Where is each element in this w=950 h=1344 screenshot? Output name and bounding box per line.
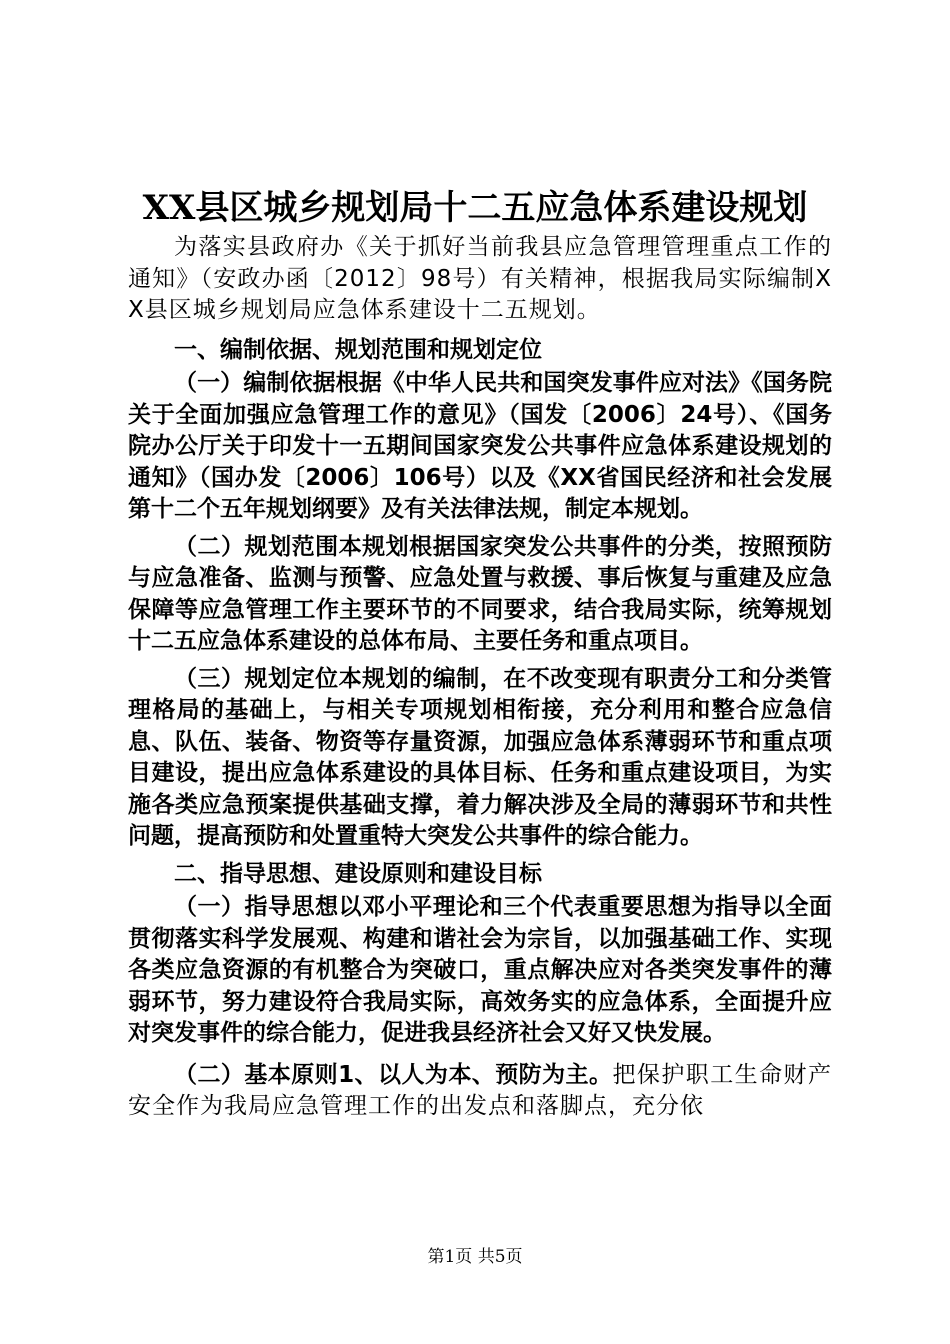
intro-paragraph: 为落实县政府办《关于抓好当前我县应急管理管理重点工作的通知》（安政办函〔2012〕98号）有关精神，根据我局实际编制XX县区城乡规划局应急体系建设十二五规划。 bbox=[128, 234, 832, 323]
page-footer: 第1页 共5页 bbox=[427, 1247, 523, 1267]
section-2-paragraph-2-body: 把保护职工生命财产安全作为我局应急管理工作的出发点和落脚点，充分依 bbox=[128, 1061, 832, 1119]
section-2-paragraph-1: （一）指导思想以邓小平理论和三个代表重要思想为指导以全面贯彻落实科学发展观、构建和谐社会为宗旨，以加强基础工作、实现各类应急资源的有机整合为突破口，重点解决应对各类突发事件的薄弱环节，努力建设符合我局实际，高效务实的应急体系，全面提升应对突发事件的综合能力，促进我县经济社会又好又快发展。 bbox=[128, 894, 832, 1046]
document-body bbox=[128, 232, 832, 1123]
document-title: XX县区城乡规划局十二五应急体系建设规划 bbox=[142, 188, 808, 228]
section-1-paragraph-3: （三）规划定位本规划的编制，在不改变现有职责分工和分类管理格局的基础上，与相关专项规划相衔接，充分利用和整合应急信息、队伍、装备、物资等存量资源，加强应急体系薄弱环节和重点项目建设，提出应急体系建设的具体目标、任务和重点建设项目，为实施各类应急预案提供基础支撑，着力解决涉及全局的薄弱环节和共性问题，提高预防和处置重特大突发公共事件的综合能力。 bbox=[128, 665, 832, 849]
section-2-heading: 二、指导思想、建设原则和建设目标 bbox=[174, 860, 542, 887]
section-1-paragraph-1: （一）编制依据根据《中华人民共和国突发事件应对法》《国务院关于全面加强应急管理工作的意见》（国发〔2006〕24号）、《国务院办公厅关于印发十一五期间国家突发公共事件应急体系建设规划的通知》（国办发〔2006〕106号）以及《XX省国民经济和社会发展第十二个五年规划纲要》及有关法律法规，制定本规划。 bbox=[128, 370, 832, 522]
section-2-paragraph-2 bbox=[128, 1060, 832, 1123]
section-1-heading: 一、编制依据、规划范围和规划定位 bbox=[174, 336, 542, 363]
section-2-paragraph-2-lead: （二）基本原则1、以人为本、预防为主。 bbox=[174, 1061, 613, 1088]
section-1-paragraph-2: （二）规划范围本规划根据国家突发公共事件的分类，按照预防与应急准备、监测与预警、应急处置与救援、事后恢复与重建及应急保障等应急管理工作主要环节的不同要求，结合我局实际，统筹规划十二五应急体系建设的总体布局、主要任务和重点项目。 bbox=[128, 533, 832, 654]
